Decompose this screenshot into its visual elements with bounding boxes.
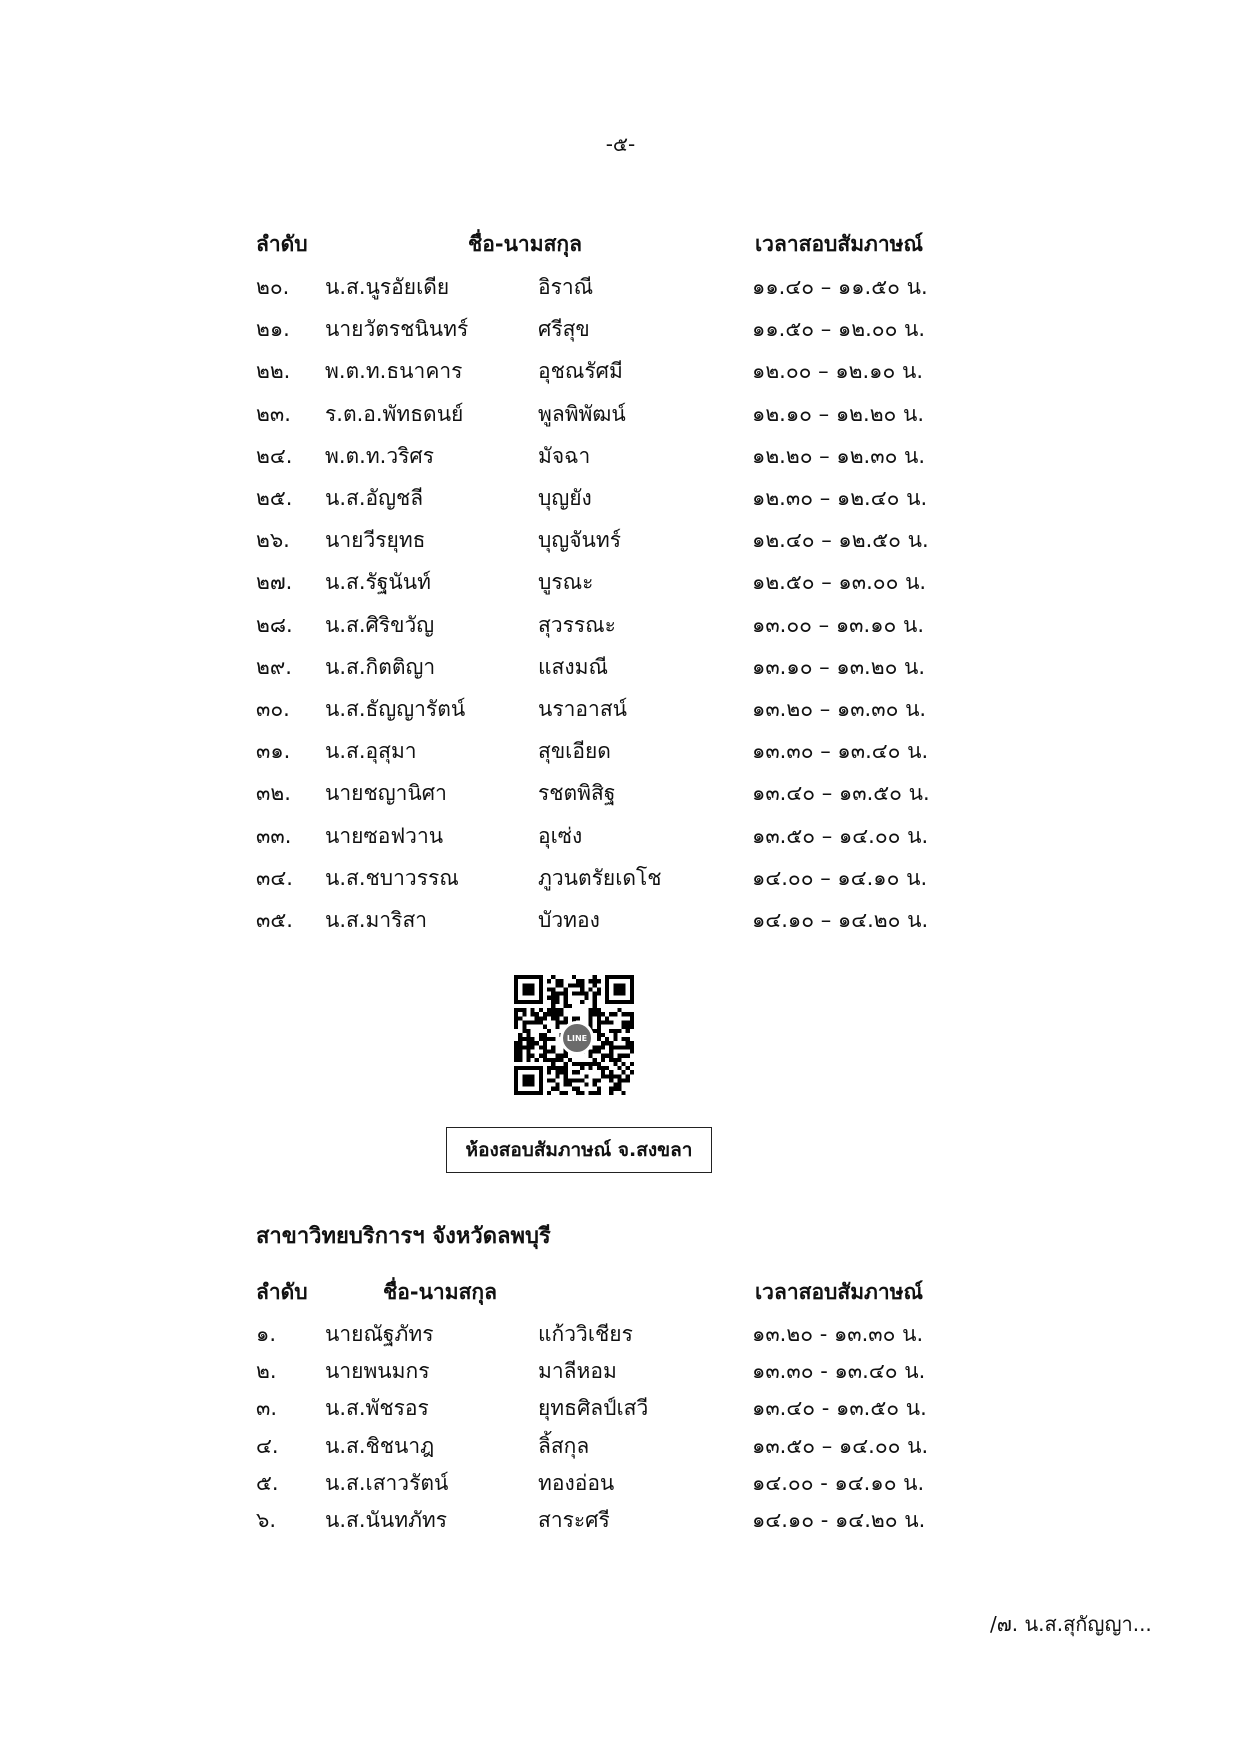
row-number: ๔. [256,1433,279,1458]
row-first-name: นายวีรยุทธ [325,528,426,553]
row-time: ๑๒.๓๐ – ๑๒.๔๐ น. [752,486,928,510]
row-first-name: นายชญานิศา [325,781,447,806]
qr-code-icon [514,975,634,1095]
row-number: ๓๑. [256,739,291,764]
row-last-name: บูรณะ [538,570,594,595]
row-first-name: น.ส.ชิชนาฎ [325,1433,435,1458]
row-first-name: น.ส.รัฐนันท์ [325,570,431,595]
row-time: ๑๒.๒๐ – ๑๒.๓๐ น. [752,443,926,468]
row-first-name: น.ส.อัญชลี [325,486,424,510]
room-label: ห้องสอบสัมภาษณ์ จ.สงขลา [446,1127,712,1173]
row-time: ๑๒.๐๐ – ๑๒.๑๐ น. [752,359,924,384]
row-first-name: น.ส.เสาวรัตน์ [325,1470,449,1495]
row-number: ๒๕. [256,486,293,510]
header-name: ชื่อ-นามสกุล [468,232,582,256]
row-number: ๓๓. [256,823,292,848]
row-last-name: ภูวนตรัยเดโช [538,865,662,890]
row-time: ๑๓.๐๐ – ๑๓.๑๐ น. [752,612,925,637]
row-first-name: น.ส.นันทภัทร [325,1508,448,1532]
row-last-name: อุเซ่ง [538,823,583,848]
row-time: ๑๓.๑๐ – ๑๓.๒๐ น. [752,654,926,679]
row-last-name: อิราณี [538,275,594,299]
row-last-name: ทองอ่อน [538,1470,615,1495]
row-time: ๑๑.๕๐ – ๑๒.๐๐ น. [752,317,926,342]
row-last-name: รชตพิสิฐ [538,781,616,806]
row-time: ๑๓.๔๐ – ๑๓.๕๐ น. [752,781,930,806]
row-number: ๕. [256,1470,279,1495]
row-first-name: น.ส.พัชรอร [325,1396,429,1421]
row-number: ๒๖. [256,528,290,553]
row-last-name: อุชณรัศมี [538,359,623,384]
row-number: ๒๓. [256,401,291,426]
row-number: ๒๒. [256,359,291,384]
row-last-name: สุวรรณะ [538,612,616,637]
continuation-note: /๗. น.ส.สุกัญญา... [990,1612,1152,1636]
row-last-name: บุญจันทร์ [538,528,622,553]
row-number: ๓. [256,1396,278,1421]
row-time: ๑๔.๐๐ - ๑๔.๑๐ น. [752,1470,925,1495]
row-first-name: นายซอฟวาน [325,823,444,848]
page-number: -๕- [605,132,636,156]
row-last-name: มาลีหอม [538,1359,617,1384]
row-last-name: บุญยัง [538,486,592,510]
row-time: ๑๓.๕๐ – ๑๔.๐๐ น. [752,823,929,848]
row-first-name: นายพนมกร [325,1359,430,1384]
row-time: ๑๔.๑๐ - ๑๔.๒๐ น. [752,1508,926,1532]
row-first-name: นายวัตรชนินทร์ [325,317,469,342]
row-last-name: ยุทธศิลป์เสวี [538,1396,649,1421]
row-first-name: นายณัฐภัทร [325,1322,434,1346]
row-time: ๑๓.๒๐ – ๑๓.๓๐ น. [752,697,927,721]
row-first-name: น.ส.นูรอัยเดีย [325,275,450,299]
row-first-name: ร.ต.อ.พัทธดนย์ [325,401,464,426]
line-logo-icon: LINE [560,1021,594,1055]
row-last-name: ลิ้สกุล [538,1433,590,1458]
row-last-name: นราอาสน์ [538,697,628,721]
row-time: ๑๓.๓๐ - ๑๓.๔๐ น. [752,1359,926,1384]
row-last-name: แก้ววิเชียร [538,1322,633,1346]
row-first-name: พ.ต.ท.วริศร [325,443,435,468]
header-time: เวลาสอบสัมภาษณ์ [755,232,924,256]
row-first-name: พ.ต.ท.ธนาคาร [325,359,463,384]
row-number: ๒๑. [256,317,290,342]
row-number: ๓๒. [256,781,291,806]
row-first-name: น.ส.กิตติญา [325,654,436,679]
row-first-name: น.ส.อุสุมา [325,739,417,764]
row-number: ๖. [256,1508,277,1532]
header-order-2: ลำดับ [256,1280,308,1304]
row-last-name: สุขเอียด [538,739,611,764]
row-last-name: บัวทอง [538,908,600,932]
row-time: ๑๒.๕๐ – ๑๓.๐๐ น. [752,570,927,595]
row-time: ๑๒.๑๐ – ๑๒.๒๐ น. [752,401,925,426]
row-first-name: น.ส.ธัญญารัตน์ [325,697,466,721]
row-number: ๓๔. [256,865,293,890]
row-number: ๑. [256,1322,277,1346]
row-number: ๓๕. [256,908,293,932]
row-time: ๑๒.๔๐ – ๑๒.๕๐ น. [752,528,929,553]
row-time: ๑๔.๐๐ – ๑๔.๑๐ น. [752,865,928,890]
row-time: ๑๓.๓๐ – ๑๓.๔๐ น. [752,739,929,764]
header-time-2: เวลาสอบสัมภาษณ์ [755,1280,924,1304]
row-first-name: น.ส.ชบาวรรณ [325,865,459,890]
row-number: ๒๔. [256,443,293,468]
row-time: ๑๓.๒๐ - ๑๓.๓๐ น. [752,1322,924,1346]
row-number: ๓๐. [256,697,290,721]
row-last-name: สาระศรี [538,1508,610,1532]
row-number: ๒๗. [256,570,293,595]
row-time: ๑๓.๔๐ - ๑๓.๕๐ น. [752,1396,927,1421]
section-title: สาขาวิทยบริการฯ จังหวัดลพบุรี [256,1224,551,1249]
row-last-name: พูลพิพัฒน์ [538,401,626,426]
row-last-name: แสงมณี [538,654,608,679]
row-time: ๑๑.๔๐ – ๑๑.๕๐ น. [752,275,928,299]
header-name-2: ชื่อ-นามสกุล [383,1280,497,1304]
row-number: ๒๘. [256,612,293,637]
row-number: ๒. [256,1359,277,1384]
row-number: ๒๙. [256,654,292,679]
row-last-name: ศรีสุข [538,317,590,342]
row-first-name: น.ส.ศิริขวัญ [325,612,435,637]
row-first-name: น.ส.มาริสา [325,908,428,932]
row-time: ๑๓.๕๐ – ๑๔.๐๐ น. [752,1433,929,1458]
header-order: ลำดับ [256,232,308,256]
row-time: ๑๔.๑๐ – ๑๔.๒๐ น. [752,908,929,932]
row-last-name: มัจฉา [538,443,591,468]
row-number: ๒๐. [256,275,290,299]
